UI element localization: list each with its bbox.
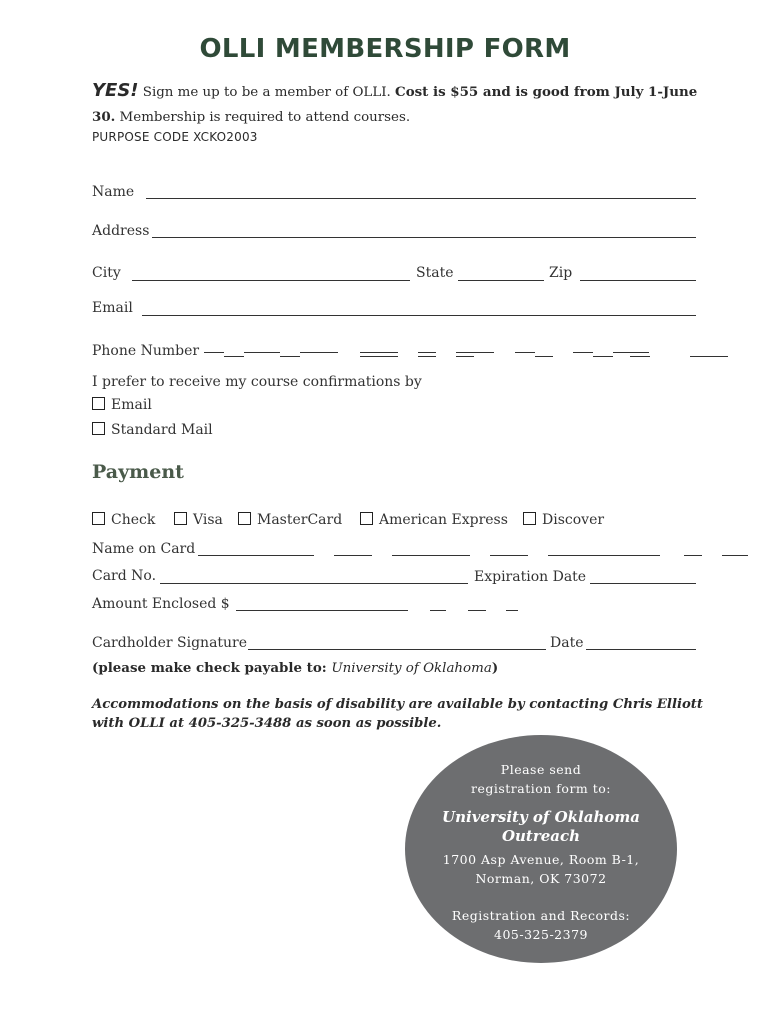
accommodations-note: Accommodations on the basis of disability are available by contacting Chris Elliott with OLLI at 405-325-3488 as soon as possible. (92, 697, 703, 731)
name-field[interactable] (146, 198, 696, 199)
date-field[interactable] (586, 649, 696, 650)
name-on-card-label: Name on Card (92, 541, 196, 557)
mailing-address-badge (405, 735, 677, 963)
mastercard-checkbox[interactable] (238, 512, 251, 525)
page-title: OLLI MEMBERSHIP FORM (199, 34, 571, 64)
check-payable-note: (please make check payable to: University of Oklahoma) (92, 660, 499, 676)
city-label: City (92, 265, 121, 281)
amount-label: Amount Enclosed $ (92, 596, 230, 612)
card-number-label: Card No. (92, 568, 157, 584)
email-label: Email (92, 300, 133, 316)
send-text-1: Please send (500, 762, 582, 777)
state-field[interactable] (458, 280, 544, 281)
mail-checkbox[interactable] (92, 422, 105, 435)
city-field[interactable] (132, 280, 410, 281)
amex-checkbox[interactable] (360, 512, 373, 525)
send-text-2: registration form to: (470, 781, 612, 796)
visa-checkbox[interactable] (174, 512, 187, 525)
address-label: Address (92, 223, 150, 239)
payment-amex-option[interactable]: American Express (360, 512, 508, 528)
check-checkbox[interactable] (92, 512, 105, 525)
mail-option[interactable]: Standard Mail (92, 422, 213, 438)
email-checkbox[interactable] (92, 397, 105, 410)
payment-mastercard-option[interactable]: MasterCard (238, 512, 342, 528)
yes-label: YES! (92, 80, 139, 101)
intro-paragraph (92, 78, 712, 130)
org-name-1: University of Oklahoma (442, 808, 640, 826)
signature-field[interactable] (248, 649, 546, 650)
intro-cost-text: Cost is $55 and is good from July 1-June 30. (92, 84, 698, 125)
intro-text-1: Sign me up to be a member of OLLI. (138, 85, 396, 100)
org-name-2: Outreach (501, 827, 581, 845)
signature-label: Cardholder Signature (92, 635, 248, 651)
card-number-field[interactable] (160, 583, 468, 584)
intro-text-3: Membership is required to attend courses. (115, 110, 411, 125)
zip-field[interactable] (580, 280, 696, 281)
discover-checkbox[interactable] (523, 512, 536, 525)
zip-label: Zip (549, 265, 573, 281)
expiration-field[interactable] (590, 583, 696, 584)
payee-name: University of Oklahoma (331, 661, 492, 676)
phone-label: Phone Number (92, 343, 200, 359)
expiration-label: Expiration Date (474, 569, 587, 585)
email-option[interactable]: Email (92, 397, 152, 413)
email-field[interactable] (142, 315, 696, 316)
state-label: State (416, 265, 454, 281)
address-field[interactable] (152, 237, 696, 238)
address-line-1: 1700 Asp Avenue, Room B-1, (442, 852, 640, 867)
name-label: Name (92, 184, 135, 200)
date-label: Date (550, 635, 584, 651)
confirmation-prompt: I prefer to receive my course confirmations by (92, 374, 422, 390)
payment-check-option[interactable]: Check (92, 512, 155, 528)
dept-name: Registration and Records: (451, 908, 631, 923)
payment-discover-option[interactable]: Discover (523, 512, 604, 528)
address-line-2: Norman, OK 73072 (475, 871, 607, 886)
dept-phone: 405-325-2379 (494, 927, 588, 942)
payment-visa-option[interactable]: Visa (174, 512, 223, 528)
payment-heading: Payment (92, 461, 184, 483)
purpose-code: PURPOSE CODE XCKO2003 (92, 130, 258, 144)
